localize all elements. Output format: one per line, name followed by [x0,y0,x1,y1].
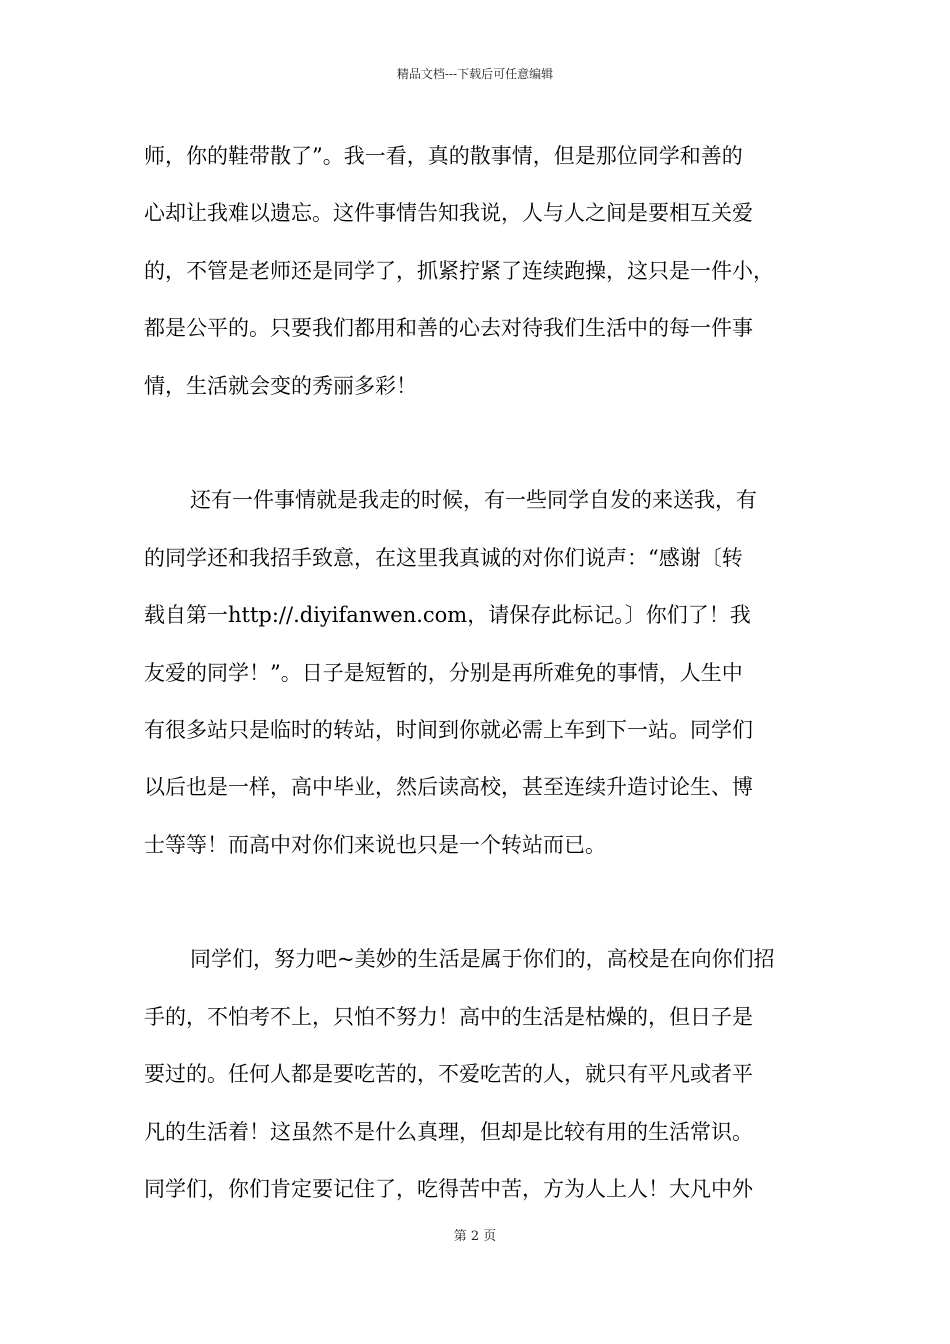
text-line: 要过的。任何人都是要吃苦的，不爱吃苦的人，就只有平凡或者平 [144,1062,753,1087]
paragraph-gap [144,415,812,472]
text-line: 友爱的同学！”。日子是短暂的，分别是再所难免的事情，人生中 [144,660,743,685]
text-line: 都是公平的。只要我们都用和善的心去对待我们生活中的每一件事 [144,316,753,341]
text-line: 手的，不怕考不上，只怕不努力！高中的生活是枯燥的，但日子是 [144,1004,753,1029]
text-line: 心却让我难以遗忘。这件事情告知我说，人与人之间是要相互关爱 [144,201,753,226]
text-line: 有很多站只是临时的转站，时间到你就必需上车到下一站。同学们 [144,717,753,742]
page-number: 第 2 页 [453,1229,497,1244]
text-line: 情，生活就会变的秀丽多彩！ [144,373,417,398]
paragraph-3 [144,931,812,1218]
text-line: 载自第一http://.diyifanwen.com，请保存此标记。〕你们了！我 [144,603,751,628]
text-line: 同学们，你们肯定要记住了，吃得苦中苦，方为人上人！大凡中外 [144,1177,753,1202]
text-line: 凡的生活着！这虽然不是什么真理，但却是比较有用的生活常识。 [144,1119,753,1144]
text-line: 还有一件事情就是我走的时候，有一些同学自发的来送我，有 [190,488,757,513]
page-header: 精品文档---下载后可任意编辑 [396,67,554,81]
text-line: 的，不管是老师还是同学了，抓紧拧紧了连续跑操，这只是一件小， [144,258,774,283]
text-line: 同学们，努力吧~美妙的生活是属于你们的，高校是在向你们招 [190,947,775,972]
paragraph-1 [144,128,812,415]
text-line: 的同学还和我招手致意，在这里我真诚的对你们说声：“感谢〔转 [144,545,743,570]
paragraph-2 [144,472,812,874]
paragraph-gap [144,874,812,931]
document-body [144,128,812,1218]
text-line: 以后也是一样，高中毕业，然后读高校，甚至连续升造讨论生、博 [144,775,753,800]
text-line: 士等等！而高中对你们来说也只是一个转站而已。 [144,832,606,857]
text-line: 师，你的鞋带散了”。我一看，真的散事情，但是那位同学和善的 [144,144,743,168]
